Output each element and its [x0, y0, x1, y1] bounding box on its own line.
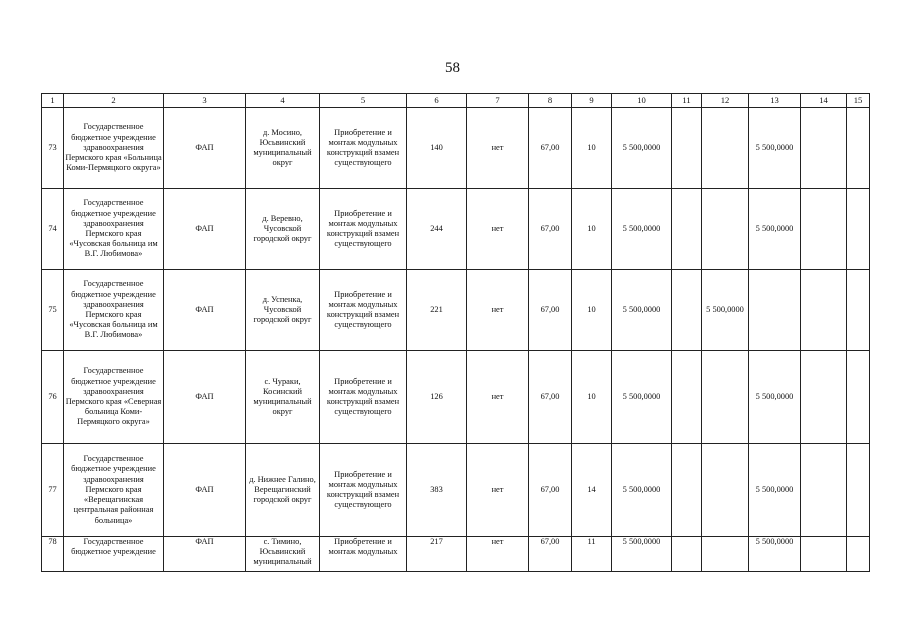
cell-col-11: [672, 270, 702, 351]
institution-name: Государственное бюджетное учреждение: [64, 537, 164, 572]
cell-col-9: 10: [572, 108, 612, 189]
cell-col-7: нет: [467, 270, 529, 351]
facility-type: ФАП: [164, 270, 246, 351]
cell-col-14: [801, 351, 847, 444]
facility-type: ФАП: [164, 444, 246, 537]
col-header-1: 1: [42, 94, 64, 108]
table-row: [42, 351, 870, 444]
row-number: 74: [42, 189, 64, 270]
col-header-12: 12: [702, 94, 749, 108]
cell-col-11: [672, 189, 702, 270]
cell-col-11: [672, 537, 702, 572]
cell-col-10: 5 500,0000: [612, 189, 672, 270]
row-number: 75: [42, 270, 64, 351]
facility-type: ФАП: [164, 537, 246, 572]
facility-type: ФАП: [164, 351, 246, 444]
cell-col-12: [702, 189, 749, 270]
cell-col-12: [702, 351, 749, 444]
cell-col-6: 140: [407, 108, 467, 189]
col-header-7: 7: [467, 94, 529, 108]
cell-col-9: 14: [572, 444, 612, 537]
cell-col-13: [749, 270, 801, 351]
cell-col-7: нет: [467, 351, 529, 444]
cell-col-10: 5 500,0000: [612, 537, 672, 572]
table-row: [42, 189, 870, 270]
cell-col-8: 67,00: [529, 444, 572, 537]
cell-col-7: нет: [467, 537, 529, 572]
cell-col-14: [801, 189, 847, 270]
col-header-3: 3: [164, 94, 246, 108]
cell-col-14: [801, 270, 847, 351]
cell-col-15: [847, 270, 870, 351]
cell-col-14: [801, 444, 847, 537]
table-row: [42, 537, 870, 572]
col-header-2: 2: [64, 94, 164, 108]
header-row: [42, 94, 870, 108]
table-row: [42, 270, 870, 351]
work-description: Приобретение и монтаж модульных: [320, 537, 407, 572]
cell-col-8: 67,00: [529, 537, 572, 572]
institution-name: Государственное бюджетное учреждение здравоохранения Пермского края «Верещагинская центральная районная больница»: [64, 444, 164, 537]
cell-col-15: [847, 444, 870, 537]
cell-col-12: [702, 537, 749, 572]
location: д. Веревно, Чусовской городской округ: [246, 189, 320, 270]
cell-col-10: 5 500,0000: [612, 444, 672, 537]
work-description: Приобретение и монтаж модульных конструкций взамен существующего: [320, 108, 407, 189]
cell-col-6: 126: [407, 351, 467, 444]
cell-col-6: 221: [407, 270, 467, 351]
location: д. Мосино, Юсьвинский муниципальный округ: [246, 108, 320, 189]
col-header-4: 4: [246, 94, 320, 108]
cell-col-9: 10: [572, 189, 612, 270]
location: с. Чураки, Косинский муниципальный округ: [246, 351, 320, 444]
cell-col-11: [672, 108, 702, 189]
cell-col-10: 5 500,0000: [612, 351, 672, 444]
cell-col-14: [801, 537, 847, 572]
work-description: Приобретение и монтаж модульных конструкций взамен существующего: [320, 189, 407, 270]
cell-col-8: 67,00: [529, 108, 572, 189]
cell-col-12: [702, 444, 749, 537]
row-number: 73: [42, 108, 64, 189]
col-header-13: 13: [749, 94, 801, 108]
cell-col-6: 244: [407, 189, 467, 270]
facility-type: ФАП: [164, 189, 246, 270]
work-description: Приобретение и монтаж модульных конструкций взамен существующего: [320, 270, 407, 351]
cell-col-13: 5 500,0000: [749, 351, 801, 444]
table-row: [42, 444, 870, 537]
cell-col-9: 10: [572, 270, 612, 351]
cell-col-8: 67,00: [529, 270, 572, 351]
row-number: 78: [42, 537, 64, 572]
cell-col-15: [847, 108, 870, 189]
col-header-5: 5: [320, 94, 407, 108]
cell-col-13: 5 500,0000: [749, 444, 801, 537]
institution-name: Государственное бюджетное учреждение здравоохранения Пермского края «Больница Коми-Пермяцкого округа»: [64, 108, 164, 189]
cell-col-15: [847, 537, 870, 572]
cell-col-10: 5 500,0000: [612, 270, 672, 351]
page-number: 58: [445, 60, 460, 76]
cell-col-13: 5 500,0000: [749, 189, 801, 270]
col-header-9: 9: [572, 94, 612, 108]
cell-col-11: [672, 351, 702, 444]
cell-col-6: 383: [407, 444, 467, 537]
work-description: Приобретение и монтаж модульных конструкций взамен существующего: [320, 444, 407, 537]
cell-col-13: 5 500,0000: [749, 108, 801, 189]
work-description: Приобретение и монтаж модульных конструкций взамен существующего: [320, 351, 407, 444]
cell-col-15: [847, 189, 870, 270]
institution-name: Государственное бюджетное учреждение здравоохранения Пермского края «Чусовская больница им В.Г. Любимова»: [64, 189, 164, 270]
cell-col-12: 5 500,0000: [702, 270, 749, 351]
row-number: 76: [42, 351, 64, 444]
cell-col-12: [702, 108, 749, 189]
location: д. Нижнее Галино, Верещагинский городской округ: [246, 444, 320, 537]
cell-col-8: 67,00: [529, 189, 572, 270]
cell-col-7: нет: [467, 108, 529, 189]
data-table: [41, 93, 870, 572]
table-row: [42, 108, 870, 189]
cell-col-10: 5 500,0000: [612, 108, 672, 189]
facility-type: ФАП: [164, 108, 246, 189]
cell-col-11: [672, 444, 702, 537]
location: с. Тимино, Юсьвинский муниципальный: [246, 537, 320, 572]
col-header-11: 11: [672, 94, 702, 108]
col-header-10: 10: [612, 94, 672, 108]
col-header-6: 6: [407, 94, 467, 108]
cell-col-15: [847, 351, 870, 444]
cell-col-8: 67,00: [529, 351, 572, 444]
institution-name: Государственное бюджетное учреждение здравоохранения Пермского края «Северная больница Коми-Пермяцкого округа»: [64, 351, 164, 444]
cell-col-13: 5 500,0000: [749, 537, 801, 572]
col-header-14: 14: [801, 94, 847, 108]
cell-col-9: 10: [572, 351, 612, 444]
col-header-8: 8: [529, 94, 572, 108]
row-number: 77: [42, 444, 64, 537]
col-header-15: 15: [847, 94, 870, 108]
cell-col-14: [801, 108, 847, 189]
cell-col-9: 11: [572, 537, 612, 572]
cell-col-7: нет: [467, 444, 529, 537]
cell-col-7: нет: [467, 189, 529, 270]
location: д. Успенка, Чусовской городской округ: [246, 270, 320, 351]
cell-col-6: 217: [407, 537, 467, 572]
institution-name: Государственное бюджетное учреждение здравоохранения Пермского края «Чусовская больница им В.Г. Любимова»: [64, 270, 164, 351]
